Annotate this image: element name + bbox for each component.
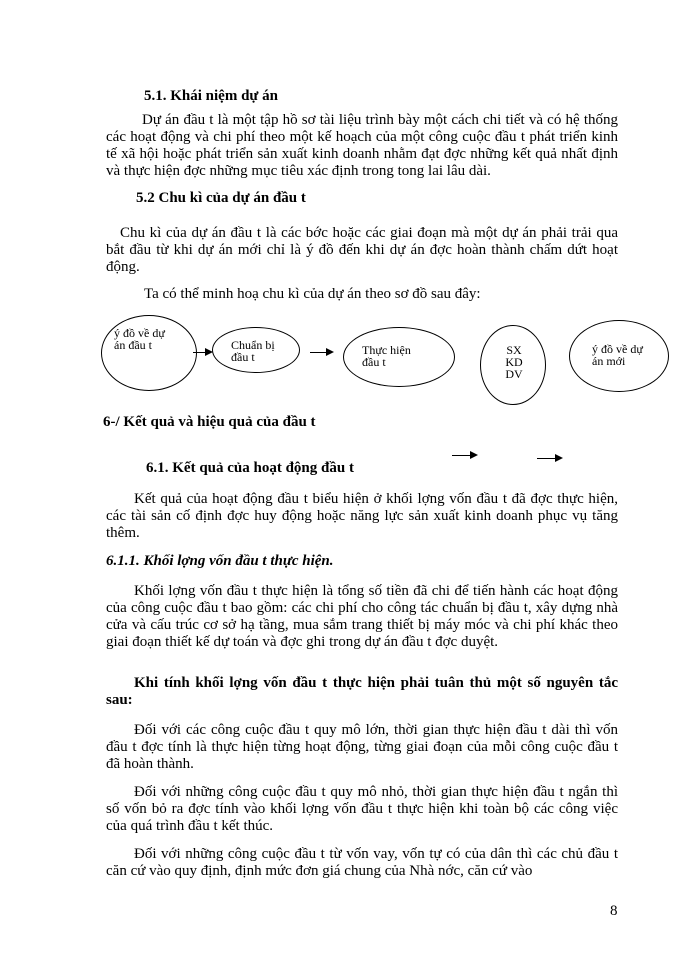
paragraph-6-1-1-b: Khi tính khối lợng vốn đầu t thực hiện phải tuân thủ một số nguyên tắc sau:: [106, 675, 618, 708]
heading-5-2: 5.2 Chu kì của dự án đầu t: [136, 190, 306, 206]
page-number: 8: [610, 903, 618, 919]
stage-idea: ý đồ về dự án đầu t: [101, 315, 197, 391]
arrow-head-2: [326, 348, 334, 356]
stage-preparation: Chuẩn bị đầu t: [212, 327, 300, 373]
heading-5-1: 5.1. Khái niệm dự án: [144, 88, 279, 104]
stage-operation: SX KD DV: [480, 325, 546, 405]
stage-implementation: Thực hiện đầu t: [343, 327, 455, 387]
heading-6-1: 6.1. Kết quả của hoạt động đầu t: [146, 460, 354, 476]
paragraph-6-1: Kết quả của hoạt động đầu t biểu hiện ở khối lợng vốn đầu t đã đợc thực hiện, các tài sản cố định đợc huy động hoặc năng lực sản xuất kinh doanh phục vụ tăng thêm.: [106, 491, 618, 541]
paragraph-5-1: Dự án đầu t là một tập hồ sơ tài liệu trình bày một cách chi tiết và có hệ thống các hoạt động và chi phí theo một kế hoạch của một công cuộc đầu t phát triển kinh tế xã hội hoặc phát triển sản xuất kinh doanh nhằm đạt đợc những kết quả nhất định và thực hiện đợc những mục tiêu xác định trong tong lai lâu dài.: [106, 112, 618, 179]
diagram-intro: Ta có thể minh hoạ chu kì của dự án theo sơ đồ sau đây:: [144, 286, 481, 302]
paragraph-6-1-1-c: Đối với các công cuộc đầu t quy mô lớn, thời gian thực hiện đầu t dài thì vốn đầu t đợc tính là thực hiện từng hoạt động, từng giai đoạn của mỗi công cuộc đầu t đã hoàn thành.: [106, 722, 618, 772]
stage-new-idea: ý đồ về dự án mới: [569, 320, 669, 392]
paragraph-6-1-1-a: Khối lợng vốn đầu t thực hiện là tổng số tiền đã chi để tiến hành các hoạt động của công cuộc đầu t bao gồm: các chi phí cho công tác chuẩn bị đầu t, xây dựng nhà cửa và cấu trúc cơ sở hạ tầng, mua sắm trang thiết bị máy móc và chi phí khác theo giai đoạn thiết kế dự toán và đợc ghi trong dự án đầu t đợc duyệt.: [106, 583, 618, 650]
paragraph-5-2: Chu kì của dự án đầu t là các bớc hoặc các giai đoạn mà một dự án phải trải qua bắt đầu từ khi dự án mới chỉ là ý đồ đến khi dự án đợc hoàn thành chấm dứt hoạt động.: [106, 225, 618, 275]
paragraph-6-1-1-d: Đối với những công cuộc đầu t quy mô nhỏ, thời gian thực hiện đầu t ngắn thì số vốn bỏ ra đợc tính vào khối lợng vốn đầu t thực hiện khi toàn bộ các công việc của quá trình đầu t kết thúc.: [106, 784, 618, 834]
heading-6-1-1: 6.1.1. Khối lợng vốn đầu t thực hiện.: [106, 553, 334, 569]
heading-6: 6-/ Kết quả và hiệu quả của đầu t: [103, 414, 316, 430]
paragraph-6-1-1-e: Đối với những công cuộc đầu t từ vốn vay, vốn tự có của dân thì các chủ đầu t căn cứ vào quy định, định mức đơn giá chung của Nhà nớc, căn cứ vào: [106, 846, 618, 879]
